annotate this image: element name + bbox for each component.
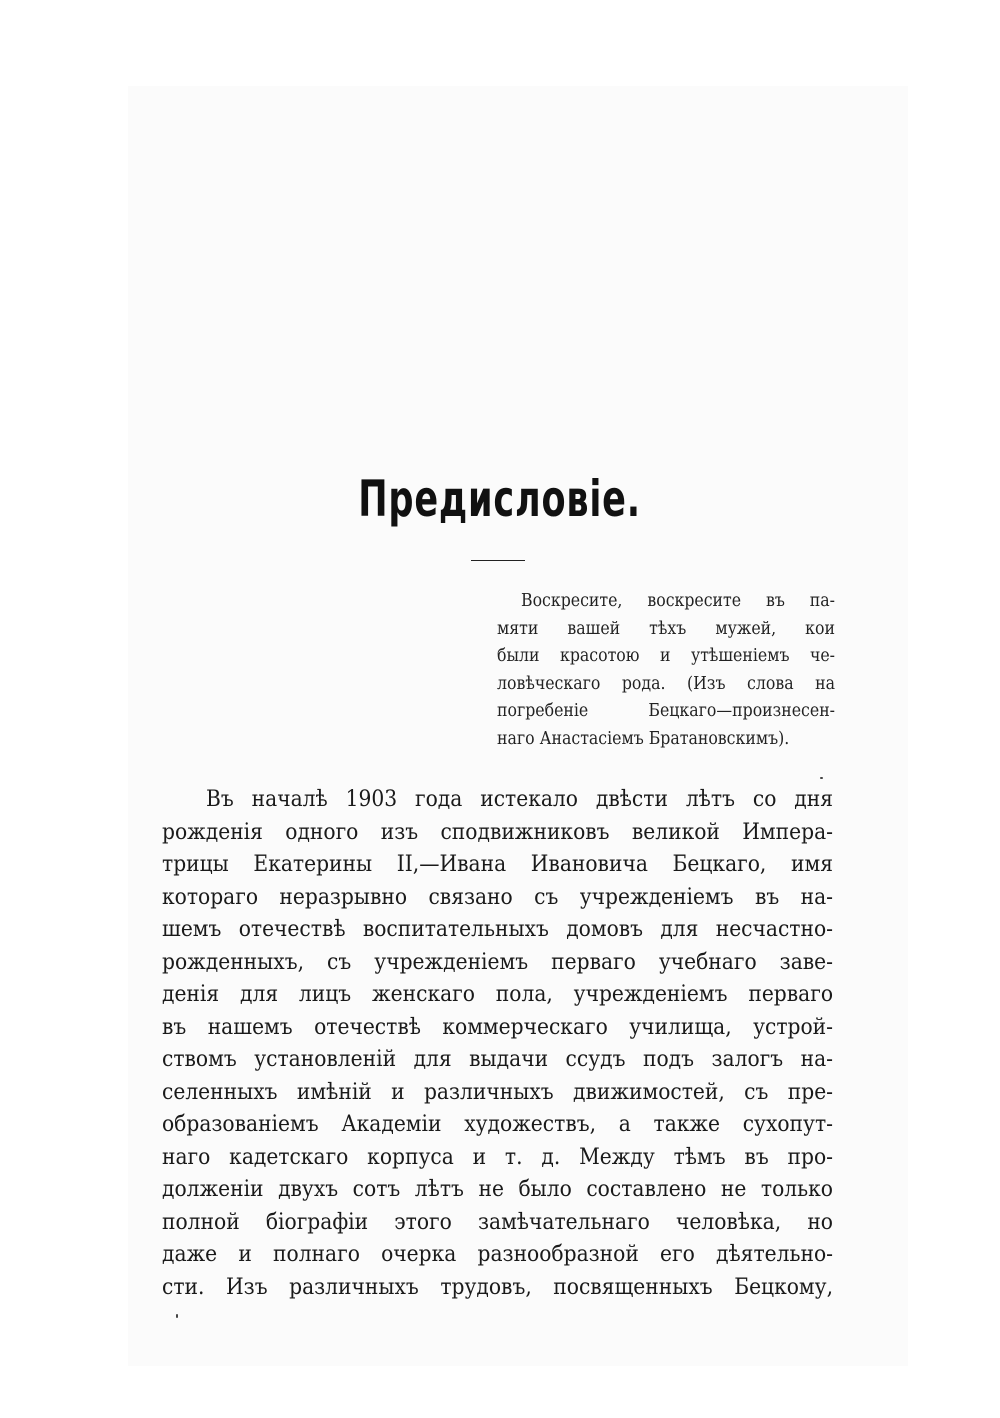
epigraph-line: Воскресите, воскресите въ па- <box>521 591 835 611</box>
title-divider <box>471 560 525 561</box>
epigraph-line: были красотою и утѣшеніемъ че- <box>497 646 835 667</box>
body-line: рожденія одного изъ сподвижниковъ великой Импера- <box>162 818 833 845</box>
body-line: ствомъ установленій для выдачи ссудъ подъ залогъ на- <box>162 1046 833 1072</box>
body-line: рожденныхъ, съ учрежденіемъ перваго учебнаго заве- <box>162 948 833 975</box>
scan-speck <box>176 1314 178 1318</box>
body-line: въ нашемъ отечествѣ коммерческаго училища, устрой- <box>162 1013 833 1040</box>
body-line: долженіи двухъ сотъ лѣтъ не было составлено не только <box>162 1176 833 1202</box>
body-line: образованіемъ Академіи художествъ, а также сухопут- <box>162 1111 833 1137</box>
body-line: селенныхъ имѣній и различныхъ движимостей, съ пре- <box>162 1078 833 1105</box>
epigraph-line: мяти вашей тѣхъ мужей, кои <box>497 618 835 639</box>
body-line: сти. Изъ различныхъ трудовъ, посвященныхъ Бецкому, <box>162 1273 833 1300</box>
page-title: Предисловіе. <box>358 470 641 528</box>
body-paragraph <box>162 783 833 1303</box>
body-line: наго кадетскаго корпуса и т. д. Между тѣмъ въ про- <box>162 1143 833 1170</box>
body-line: котораго неразрывно связано съ учрежденіемъ въ на- <box>162 883 833 910</box>
body-line: трицы Екатерины II,—Ивана Ивановича Бецкаго, имя <box>162 851 833 877</box>
epigraph-line: наго Анастасіемъ Братановскимъ). <box>497 728 790 749</box>
body-line: шемъ отечествѣ воспитательныхъ домовъ для несчастно- <box>162 916 833 942</box>
epigraph-line: погребеніе Бецкаго—произнесен- <box>497 701 835 722</box>
body-line: даже и полнаго очерка разнообразной его дѣятельно- <box>162 1241 833 1267</box>
body-line: полной біографіи этого замѣчательнаго человѣка, но <box>162 1208 833 1235</box>
scan-speck <box>820 777 823 779</box>
body-line: Въ началѣ 1903 года истекало двѣсти лѣтъ со дня <box>206 786 833 812</box>
epigraph-line: ловѣческаго рода. (Изъ слова на <box>497 673 835 694</box>
epigraph <box>497 588 835 754</box>
body-line: денія для лицъ женскаго пола, учрежденіемъ перваго <box>162 981 833 1007</box>
